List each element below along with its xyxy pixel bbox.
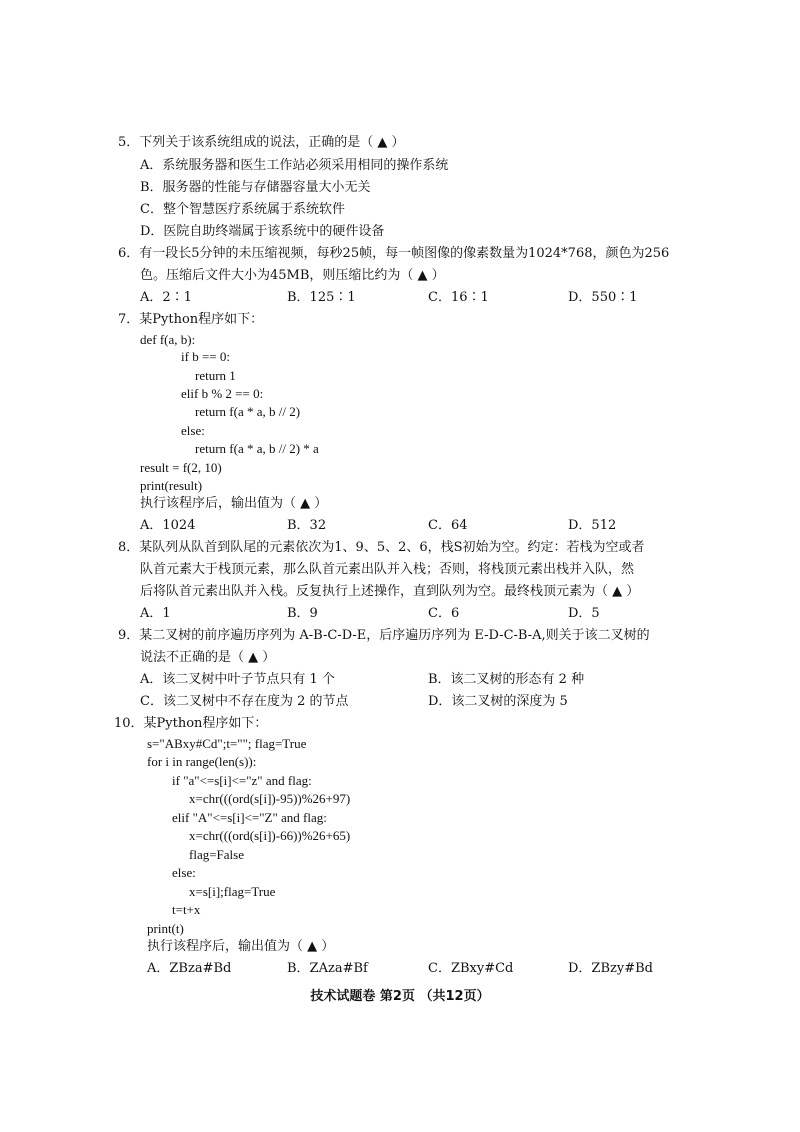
- q10-ask: 执行该程序后，输出值为（ ▲ ）: [147, 939, 335, 954]
- q8-stem-line1: 8．某队列从队首到队尾的元素依次为1、9、5、2、6，栈S初始为空。约定：若栈为空或者: [118, 540, 645, 555]
- q5-option-b: B．服务器的性能与存储器容量大小无关: [140, 180, 371, 195]
- q10-code-line: for i in range(len(s)):: [147, 754, 257, 769]
- q7-option-a: A．1024: [140, 518, 196, 533]
- q6-stem-line2: 色。压缩后文件大小为45MB，则压缩比约为（ ▲ ）: [140, 268, 445, 283]
- q7-code-line: return f(a * a, b // 2): [195, 404, 301, 419]
- q10-code-line: x=chr(((ord(s[i])-66))%26+65): [189, 828, 351, 843]
- q6-option-b: B．125∶1: [287, 290, 356, 305]
- q8-option-b: B．9: [287, 606, 318, 621]
- q9-stem-line2: 说法不正确的是（ ▲ ）: [140, 650, 276, 665]
- q7-option-b: B．32: [287, 518, 327, 533]
- q10-option-d: D．ZBzy#Bd: [568, 961, 653, 976]
- q10-code-line: x=s[i];flag=True: [189, 884, 276, 899]
- q7-code-line: return 1: [195, 368, 236, 383]
- q5-option-c: C．整个智慧医疗系统属于系统软件: [140, 202, 345, 217]
- q7-code-line: if b == 0:: [181, 349, 230, 364]
- q6-option-c: C．16∶1: [428, 290, 489, 305]
- q7-option-c: C．64: [428, 518, 468, 533]
- q5-stem: 5．下列关于该系统组成的说法，正确的是（ ▲ ）: [118, 135, 405, 150]
- q5-option-d: D．医院自助终端属于该系统中的硬件设备: [140, 224, 385, 239]
- q10-option-a: A．ZBza#Bd: [147, 961, 232, 976]
- q7-code-line: else:: [181, 423, 205, 438]
- q8-option-c: C．6: [428, 606, 460, 621]
- q5-option-a: A．系统服务器和医生工作站必须采用相同的操作系统: [140, 158, 449, 173]
- q7-code-line: def f(a, b):: [140, 332, 196, 347]
- q10-option-c: C．ZBxy#Cd: [428, 961, 514, 976]
- q10-code-line: s="ABxy#Cd";t=""; flag=True: [147, 736, 307, 751]
- q10-code-line: elif "A"<=s[i]<="Z" and flag:: [172, 810, 327, 825]
- q6-stem-line1: 6．有一段长5分钟的未压缩视频，每秒25帧，每一帧图像的像素数量为1024*768，颜色为256: [118, 246, 670, 261]
- page-footer: 技术试题卷 第2页 （共12页）: [310, 989, 490, 1004]
- q10-code-line: else:: [172, 865, 196, 880]
- q7-code-line: result = f(2, 10): [140, 460, 222, 475]
- q8-stem-line3: 后将队首元素出队并入栈。反复执行上述操作，直到队列为空。最终栈顶元素为（ ▲ ）: [140, 584, 640, 599]
- q7-code-line: return f(a * a, b // 2) * a: [195, 441, 319, 456]
- q8-option-d: D．5: [568, 606, 600, 621]
- q8-option-a: A．1: [140, 606, 171, 621]
- q10-option-b: B．ZAza#Bf: [287, 961, 368, 976]
- q9-option-b: B．该二叉树的形态有 2 种: [428, 672, 585, 687]
- q7-code-line: print(result): [140, 478, 203, 493]
- q10-code-line: x=chr(((ord(s[i])-95))%26+97): [189, 791, 351, 806]
- q10-code-line: if "a"<=s[i]<="z" and flag:: [172, 773, 312, 788]
- q9-option-a: A．该二叉树中叶子节点只有 1 个: [140, 672, 335, 687]
- q8-stem-line2: 队首元素大于栈顶元素，那么队首元素出队并入栈；否则，将栈顶元素出栈并入队，然: [140, 562, 635, 577]
- q7-stem: 7．某Python程序如下：: [118, 312, 264, 327]
- q7-option-d: D．512: [568, 518, 617, 533]
- q9-stem-line1: 9．某二叉树的前序遍历序列为 A-B-C-D-E，后序遍历序列为 E-D-C-B-A,则关于该二叉树的: [118, 628, 650, 643]
- q7-ask: 执行该程序后，输出值为（ ▲ ）: [140, 496, 328, 511]
- q9-option-c: C．该二叉树中不存在度为 2 的节点: [140, 694, 349, 709]
- q10-stem: 10．某Python程序如下：: [114, 716, 268, 731]
- q7-code-line: elif b % 2 == 0:: [181, 386, 264, 401]
- q9-option-d: D．该二叉树的深度为 5: [428, 694, 568, 709]
- q10-code-line: print(t): [147, 921, 184, 936]
- q6-option-a: A．2∶1: [140, 290, 192, 305]
- q10-code-line: t=t+x: [172, 902, 201, 917]
- q10-code-line: flag=False: [189, 847, 244, 862]
- q6-option-d: D．550∶1: [568, 290, 638, 305]
